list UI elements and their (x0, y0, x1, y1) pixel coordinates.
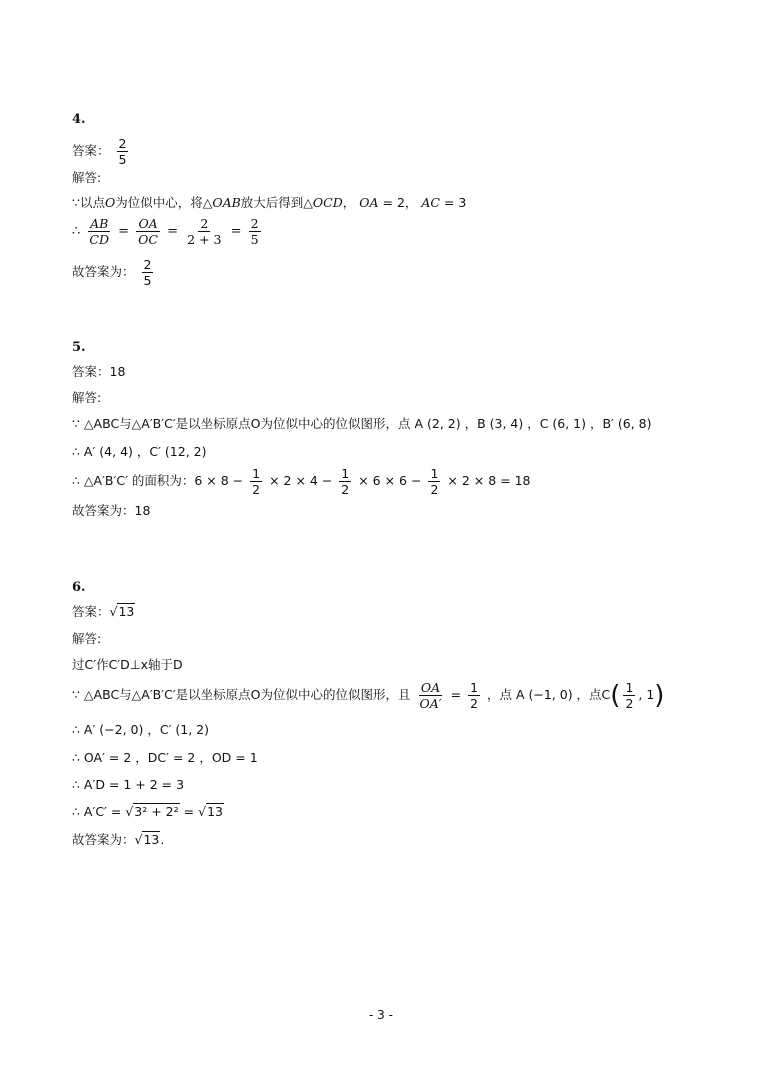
q6-conclusion: 故答案为：√13. (72, 832, 165, 847)
q6-line-1: 过C′作C′D⊥x轴于D (72, 657, 183, 672)
q6-line-2: ∵ △ABC与△A′B′C′是以坐标原点O为位似中心的位似图形，且 $\frac{OA}{OA'}$ = $\frac{1}{2}$ ，点 A (−1, 0) ，点C( $\frac{1}{2}$ , 1) (72, 680, 665, 711)
q4-conclusion: 故答案为： $\frac{2}{5}$ (72, 257, 152, 288)
q4-answer (72, 136, 131, 167)
q6-solution-label: 解答: (72, 631, 102, 646)
q5-line-3: ∴ △A′B′C′ 的面积为：6 × 8 − $\frac{1}{2}$ × 2 × 4 − $\frac{1}{2}$ × 6 × 6 − $\frac{1}{2}$ × 2 × 8 = 18 (72, 466, 531, 497)
q6-line-4: ∴ OA′ = 2 ，DC′ = 2 ，OD = 1 (72, 750, 258, 765)
q4-answer-fraction: $\frac{2}{5}$ (118, 136, 127, 167)
q5-line-1: ∵ △ABC与△A′B′C′是以坐标原点O为位似中心的位似图形，点 A (2, 2) ，B (3, 4) ，C (6, 1) ，B′ (6, 8) (72, 416, 652, 431)
q6-number: 6. (72, 580, 86, 595)
page-number: - 3 - (369, 1008, 393, 1022)
q5-number: 5. (72, 340, 86, 355)
q4-answer-label: 答案： (72, 143, 110, 158)
q4-solution-label: 解答: (72, 170, 102, 185)
q5-line-2: ∴ A′ (4, 4) ，C′ (12, 2) (72, 444, 207, 459)
q4-number: 4. (72, 112, 86, 127)
q4-line-1: ∵以点O为位似中心，将△OAB放大后得到△OCD， OA = 2， AC = 3 (72, 195, 467, 210)
q6-line-6: ∴ A′C′ = √3² + 2² = √13 (72, 804, 223, 819)
q4-line-2: ∴ $\frac{AB}{CD}$ = $\frac{OA}{OC}$ = $\frac{2}{2 + 3}$ = $\frac{2}{5}$ (72, 216, 259, 247)
q6-line-3: ∴ A′ (−2, 0) ，C′ (1, 2) (72, 722, 209, 737)
q5-answer: 答案：18 (72, 364, 126, 379)
q6-line-5: ∴ A′D = 1 + 2 = 3 (72, 777, 185, 792)
q5-conclusion: 故答案为：18 (72, 503, 151, 518)
q5-solution-label: 解答: (72, 390, 102, 405)
q6-answer: 答案：√13 (72, 604, 135, 619)
